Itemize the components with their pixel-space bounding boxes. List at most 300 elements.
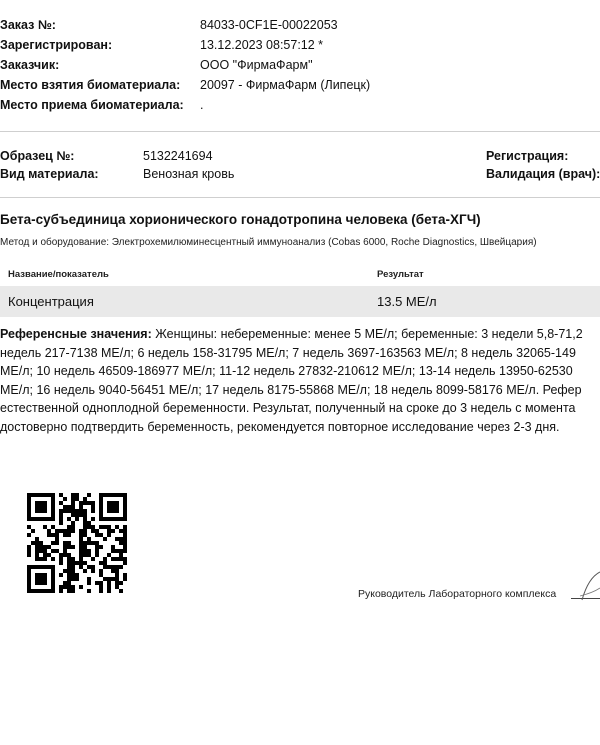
qr-module bbox=[43, 501, 47, 505]
qr-module bbox=[43, 565, 47, 569]
qr-module bbox=[35, 501, 39, 505]
row-result: 13.5 МЕ/л bbox=[377, 294, 437, 309]
qr-module bbox=[87, 565, 91, 569]
qr-module bbox=[67, 557, 71, 561]
qr-module bbox=[67, 525, 71, 529]
qr-module bbox=[39, 573, 43, 577]
qr-module bbox=[67, 569, 71, 573]
test-method: Метод и оборудование: Электрохемилюминесцентный иммуноанализ (Cobas 6000, Roche Diagnostics, Швейцария) bbox=[0, 237, 537, 248]
qr-module bbox=[115, 585, 119, 589]
qr-module bbox=[71, 493, 75, 497]
qr-module bbox=[87, 501, 91, 505]
qr-module bbox=[107, 505, 111, 509]
registered-value: 13.12.2023 08:57:12 * bbox=[200, 38, 324, 52]
qr-module bbox=[99, 505, 103, 509]
qr-module bbox=[47, 517, 51, 521]
qr-module bbox=[91, 565, 95, 569]
qr-module bbox=[107, 553, 111, 557]
qr-module bbox=[119, 537, 123, 541]
qr-module bbox=[51, 585, 55, 589]
qr-module bbox=[123, 529, 127, 533]
qr-module bbox=[51, 513, 55, 517]
qr-module bbox=[51, 581, 55, 585]
qr-module bbox=[27, 569, 31, 573]
qr-module bbox=[27, 509, 31, 513]
reference-line: достоверно подтвердить беременность, рекомендуется повторное исследование через 2-3 дня. bbox=[0, 419, 560, 434]
reference-line: МЕ/л; 16 недель 9040-56451 МЕ/л; 17 недель 8175-55868 МЕ/л; 18 недель 8099-58176 МЕ/л. Рефер bbox=[0, 382, 582, 397]
qr-module bbox=[35, 517, 39, 521]
qr-module bbox=[31, 541, 35, 545]
sample-number-label: Образец №: bbox=[0, 149, 75, 163]
qr-module bbox=[71, 585, 75, 589]
qr-module bbox=[67, 529, 71, 533]
qr-module bbox=[39, 565, 43, 569]
qr-module bbox=[83, 501, 87, 505]
qr-module bbox=[87, 577, 91, 581]
qr-module bbox=[67, 517, 71, 521]
qr-module bbox=[87, 525, 91, 529]
qr-module bbox=[107, 577, 111, 581]
qr-module bbox=[59, 521, 63, 525]
qr-module bbox=[51, 525, 55, 529]
qr-module bbox=[99, 589, 103, 593]
qr-module bbox=[99, 561, 103, 565]
qr-module bbox=[31, 529, 35, 533]
qr-module bbox=[115, 573, 119, 577]
qr-module bbox=[71, 501, 75, 505]
qr-module bbox=[119, 541, 123, 545]
qr-module bbox=[71, 529, 75, 533]
qr-module bbox=[55, 529, 59, 533]
qr-module bbox=[103, 537, 107, 541]
qr-module bbox=[47, 533, 51, 537]
qr-module bbox=[63, 581, 67, 585]
qr-module bbox=[67, 573, 71, 577]
qr-module bbox=[27, 513, 31, 517]
qr-module bbox=[103, 577, 107, 581]
qr-module bbox=[71, 573, 75, 577]
qr-module bbox=[111, 517, 115, 521]
qr-module bbox=[43, 509, 47, 513]
qr-module bbox=[39, 589, 43, 593]
qr-module bbox=[111, 545, 115, 549]
qr-module bbox=[91, 541, 95, 545]
qr-module bbox=[59, 557, 63, 561]
qr-module bbox=[111, 577, 115, 581]
qr-module bbox=[39, 549, 43, 553]
qr-module bbox=[107, 509, 111, 513]
qr-module bbox=[103, 517, 107, 521]
qr-module bbox=[35, 505, 39, 509]
qr-module bbox=[79, 565, 83, 569]
qr-module bbox=[71, 565, 75, 569]
qr-module bbox=[27, 581, 31, 585]
qr-module bbox=[31, 589, 35, 593]
qr-module bbox=[35, 509, 39, 513]
qr-module bbox=[47, 553, 51, 557]
qr-module bbox=[87, 537, 91, 541]
qr-module bbox=[71, 561, 75, 565]
qr-module bbox=[35, 589, 39, 593]
qr-module bbox=[55, 541, 59, 545]
qr-module bbox=[63, 545, 67, 549]
qr-module bbox=[39, 545, 43, 549]
qr-module bbox=[87, 581, 91, 585]
qr-module bbox=[51, 589, 55, 593]
qr-module bbox=[91, 505, 95, 509]
qr-module bbox=[123, 525, 127, 529]
qr-module bbox=[115, 565, 119, 569]
qr-module bbox=[111, 557, 115, 561]
qr-module bbox=[83, 561, 87, 565]
qr-module bbox=[27, 533, 31, 537]
qr-module bbox=[91, 569, 95, 573]
qr-module bbox=[79, 509, 83, 513]
qr-module bbox=[115, 537, 119, 541]
qr-module bbox=[79, 545, 83, 549]
qr-module bbox=[123, 497, 127, 501]
qr-module bbox=[27, 573, 31, 577]
qr-module bbox=[71, 505, 75, 509]
qr-module bbox=[67, 561, 71, 565]
qr-module bbox=[43, 581, 47, 585]
qr-module bbox=[115, 549, 119, 553]
qr-module bbox=[83, 529, 87, 533]
qr-module bbox=[51, 517, 55, 521]
qr-module bbox=[59, 493, 63, 497]
qr-module bbox=[123, 501, 127, 505]
qr-module bbox=[39, 577, 43, 581]
qr-module bbox=[75, 561, 79, 565]
qr-module bbox=[79, 549, 83, 553]
qr-module bbox=[47, 529, 51, 533]
qr-module bbox=[75, 573, 79, 577]
qr-module bbox=[47, 589, 51, 593]
qr-module bbox=[91, 557, 95, 561]
qr-module bbox=[27, 553, 31, 557]
qr-module bbox=[51, 501, 55, 505]
qr-module bbox=[51, 509, 55, 513]
qr-module bbox=[79, 501, 83, 505]
qr-module bbox=[79, 505, 83, 509]
qr-module bbox=[39, 541, 43, 545]
qr-module bbox=[107, 493, 111, 497]
qr-module bbox=[47, 565, 51, 569]
qr-module bbox=[107, 565, 111, 569]
reference-line: недель 217-7138 МЕ/л; 6 недель 158-31795 МЕ/л; 7 недель 3697-163563 МЕ/л; 8 недель 32065-149 bbox=[0, 345, 576, 360]
qr-module bbox=[83, 553, 87, 557]
qr-module bbox=[87, 521, 91, 525]
qr-module bbox=[39, 517, 43, 521]
qr-module bbox=[83, 513, 87, 517]
qr-module bbox=[99, 573, 103, 577]
qr-module bbox=[63, 569, 67, 573]
qr-module bbox=[95, 541, 99, 545]
qr-module bbox=[119, 589, 123, 593]
divider bbox=[0, 131, 600, 132]
qr-module bbox=[63, 541, 67, 545]
qr-module bbox=[75, 509, 79, 513]
qr-module bbox=[95, 529, 99, 533]
qr-module bbox=[43, 549, 47, 553]
qr-module bbox=[71, 557, 75, 561]
qr-module bbox=[111, 493, 115, 497]
qr-module bbox=[83, 545, 87, 549]
qr-module bbox=[59, 501, 63, 505]
qr-module bbox=[95, 549, 99, 553]
qr-module bbox=[43, 545, 47, 549]
qr-code bbox=[27, 493, 127, 593]
qr-module bbox=[91, 525, 95, 529]
qr-module bbox=[71, 525, 75, 529]
qr-module bbox=[59, 553, 63, 557]
qr-module bbox=[27, 565, 31, 569]
registration-label: Регистрация: bbox=[486, 149, 569, 163]
qr-module bbox=[51, 557, 55, 561]
qr-module bbox=[87, 553, 91, 557]
qr-module bbox=[63, 533, 67, 537]
qr-module bbox=[107, 585, 111, 589]
qr-module bbox=[59, 561, 63, 565]
qr-module bbox=[103, 565, 107, 569]
qr-module bbox=[99, 533, 103, 537]
qr-module bbox=[71, 513, 75, 517]
qr-module bbox=[111, 565, 115, 569]
qr-module bbox=[83, 533, 87, 537]
qr-module bbox=[107, 533, 111, 537]
reference-values bbox=[0, 325, 600, 436]
qr-module bbox=[35, 537, 39, 541]
qr-module bbox=[51, 565, 55, 569]
registered-label: Зарегистрирован: bbox=[0, 38, 113, 52]
qr-module bbox=[115, 501, 119, 505]
qr-module bbox=[123, 557, 127, 561]
qr-module bbox=[99, 517, 103, 521]
qr-module bbox=[123, 505, 127, 509]
column-header-name: Название/показатель bbox=[8, 269, 109, 280]
customer-label: Заказчик: bbox=[0, 58, 60, 72]
qr-module bbox=[27, 585, 31, 589]
qr-module bbox=[107, 581, 111, 585]
qr-module bbox=[35, 493, 39, 497]
qr-module bbox=[71, 509, 75, 513]
qr-module bbox=[99, 509, 103, 513]
qr-module bbox=[75, 517, 79, 521]
material-value: Венозная кровь bbox=[143, 167, 235, 181]
qr-module bbox=[43, 525, 47, 529]
qr-module bbox=[67, 541, 71, 545]
qr-module bbox=[123, 545, 127, 549]
qr-module bbox=[67, 553, 71, 557]
qr-module bbox=[31, 565, 35, 569]
qr-module bbox=[107, 589, 111, 593]
qr-module bbox=[75, 513, 79, 517]
qr-module bbox=[55, 549, 59, 553]
qr-module bbox=[67, 505, 71, 509]
qr-module bbox=[115, 517, 119, 521]
qr-module bbox=[27, 545, 31, 549]
qr-module bbox=[107, 529, 111, 533]
qr-module bbox=[51, 505, 55, 509]
qr-module bbox=[123, 577, 127, 581]
qr-module bbox=[27, 577, 31, 581]
qr-module bbox=[95, 553, 99, 557]
qr-module bbox=[123, 509, 127, 513]
qr-module bbox=[67, 581, 71, 585]
qr-module bbox=[31, 517, 35, 521]
qr-module bbox=[43, 589, 47, 593]
qr-module bbox=[39, 501, 43, 505]
qr-module bbox=[67, 577, 71, 581]
qr-module bbox=[43, 505, 47, 509]
qr-module bbox=[103, 493, 107, 497]
qr-module bbox=[123, 541, 127, 545]
qr-module bbox=[115, 581, 119, 585]
qr-module bbox=[95, 545, 99, 549]
qr-module bbox=[83, 517, 87, 521]
qr-module bbox=[67, 585, 71, 589]
qr-module bbox=[87, 493, 91, 497]
qr-module bbox=[99, 525, 103, 529]
qr-module bbox=[35, 541, 39, 545]
qr-module bbox=[103, 561, 107, 565]
qr-module bbox=[43, 557, 47, 561]
qr-module bbox=[63, 505, 67, 509]
qr-module bbox=[43, 553, 47, 557]
qr-module bbox=[79, 513, 83, 517]
qr-module bbox=[39, 557, 43, 561]
qr-module bbox=[63, 585, 67, 589]
qr-module bbox=[103, 557, 107, 561]
qr-module bbox=[119, 493, 123, 497]
qr-module bbox=[119, 557, 123, 561]
qr-module bbox=[123, 513, 127, 517]
qr-module bbox=[119, 581, 123, 585]
qr-module bbox=[35, 573, 39, 577]
qr-module bbox=[87, 549, 91, 553]
qr-module bbox=[99, 493, 103, 497]
qr-module bbox=[95, 581, 99, 585]
qr-module bbox=[107, 525, 111, 529]
qr-module bbox=[123, 493, 127, 497]
qr-module bbox=[99, 545, 103, 549]
qr-module bbox=[43, 577, 47, 581]
qr-module bbox=[79, 541, 83, 545]
qr-module bbox=[123, 537, 127, 541]
sample-number-value: 5132241694 bbox=[143, 149, 213, 163]
qr-module bbox=[35, 581, 39, 585]
qr-module bbox=[63, 549, 67, 553]
qr-module bbox=[63, 553, 67, 557]
qr-module bbox=[71, 577, 75, 581]
qr-module bbox=[59, 585, 63, 589]
qr-module bbox=[83, 541, 87, 545]
qr-module bbox=[59, 529, 63, 533]
qr-module bbox=[79, 557, 83, 561]
qr-module bbox=[99, 585, 103, 589]
qr-module bbox=[51, 541, 55, 545]
qr-module bbox=[71, 569, 75, 573]
reference-line: естественной одноплодной беременности. Результат, полученный на сроке до 3 недель с момента bbox=[0, 401, 576, 415]
qr-module bbox=[79, 537, 83, 541]
qr-module bbox=[83, 497, 87, 501]
qr-module bbox=[59, 513, 63, 517]
qr-module bbox=[119, 553, 123, 557]
qr-module bbox=[75, 577, 79, 581]
qr-module bbox=[83, 549, 87, 553]
qr-module bbox=[99, 513, 103, 517]
qr-module bbox=[59, 589, 63, 593]
qr-module bbox=[71, 497, 75, 501]
qr-module bbox=[75, 493, 79, 497]
qr-module bbox=[79, 529, 83, 533]
row-name: Концентрация bbox=[8, 294, 94, 309]
qr-module bbox=[55, 537, 59, 541]
qr-module bbox=[123, 517, 127, 521]
qr-module bbox=[67, 545, 71, 549]
reference-label: Референсные значения: bbox=[0, 327, 152, 341]
qr-module bbox=[79, 585, 83, 589]
reference-line: МЕ/л; 10 недель 46509-186977 МЕ/л; 11-12 недель 27832-210612 МЕ/л; 13-14 недель 13950-62530 bbox=[0, 364, 573, 378]
qr-module bbox=[27, 493, 31, 497]
qr-module bbox=[47, 545, 51, 549]
qr-module bbox=[51, 493, 55, 497]
material-label: Вид материала: bbox=[0, 167, 99, 181]
qr-module bbox=[63, 529, 67, 533]
qr-module bbox=[83, 525, 87, 529]
qr-module bbox=[51, 533, 55, 537]
qr-module bbox=[91, 529, 95, 533]
qr-module bbox=[83, 569, 87, 573]
qr-module bbox=[35, 549, 39, 553]
qr-module bbox=[51, 573, 55, 577]
reception-place-label: Место приема биоматериала: bbox=[0, 98, 184, 112]
qr-module bbox=[123, 549, 127, 553]
qr-module bbox=[111, 505, 115, 509]
qr-module bbox=[67, 565, 71, 569]
qr-module bbox=[51, 577, 55, 581]
signature-label: Руководитель Лабораторного комплекса bbox=[358, 588, 557, 600]
test-title: Бета-субъединица хорионического гонадотропина человека (бета-ХГЧ) bbox=[0, 212, 481, 227]
qr-module bbox=[51, 569, 55, 573]
qr-module bbox=[115, 509, 119, 513]
qr-module bbox=[119, 565, 123, 569]
qr-module bbox=[59, 509, 63, 513]
qr-module bbox=[71, 545, 75, 549]
qr-module bbox=[115, 569, 119, 573]
qr-module bbox=[111, 529, 115, 533]
qr-module bbox=[59, 517, 63, 521]
qr-module bbox=[111, 501, 115, 505]
qr-module bbox=[43, 493, 47, 497]
qr-module bbox=[107, 517, 111, 521]
qr-module bbox=[115, 577, 119, 581]
qr-module bbox=[75, 497, 79, 501]
qr-module bbox=[99, 497, 103, 501]
qr-module bbox=[35, 565, 39, 569]
qr-module bbox=[111, 509, 115, 513]
qr-module bbox=[111, 569, 115, 573]
qr-module bbox=[59, 573, 63, 577]
qr-module bbox=[99, 501, 103, 505]
qr-module bbox=[27, 501, 31, 505]
qr-module bbox=[27, 505, 31, 509]
qr-module bbox=[87, 541, 91, 545]
qr-module bbox=[123, 533, 127, 537]
qr-module bbox=[71, 521, 75, 525]
qr-module bbox=[27, 497, 31, 501]
qr-module bbox=[123, 561, 127, 565]
